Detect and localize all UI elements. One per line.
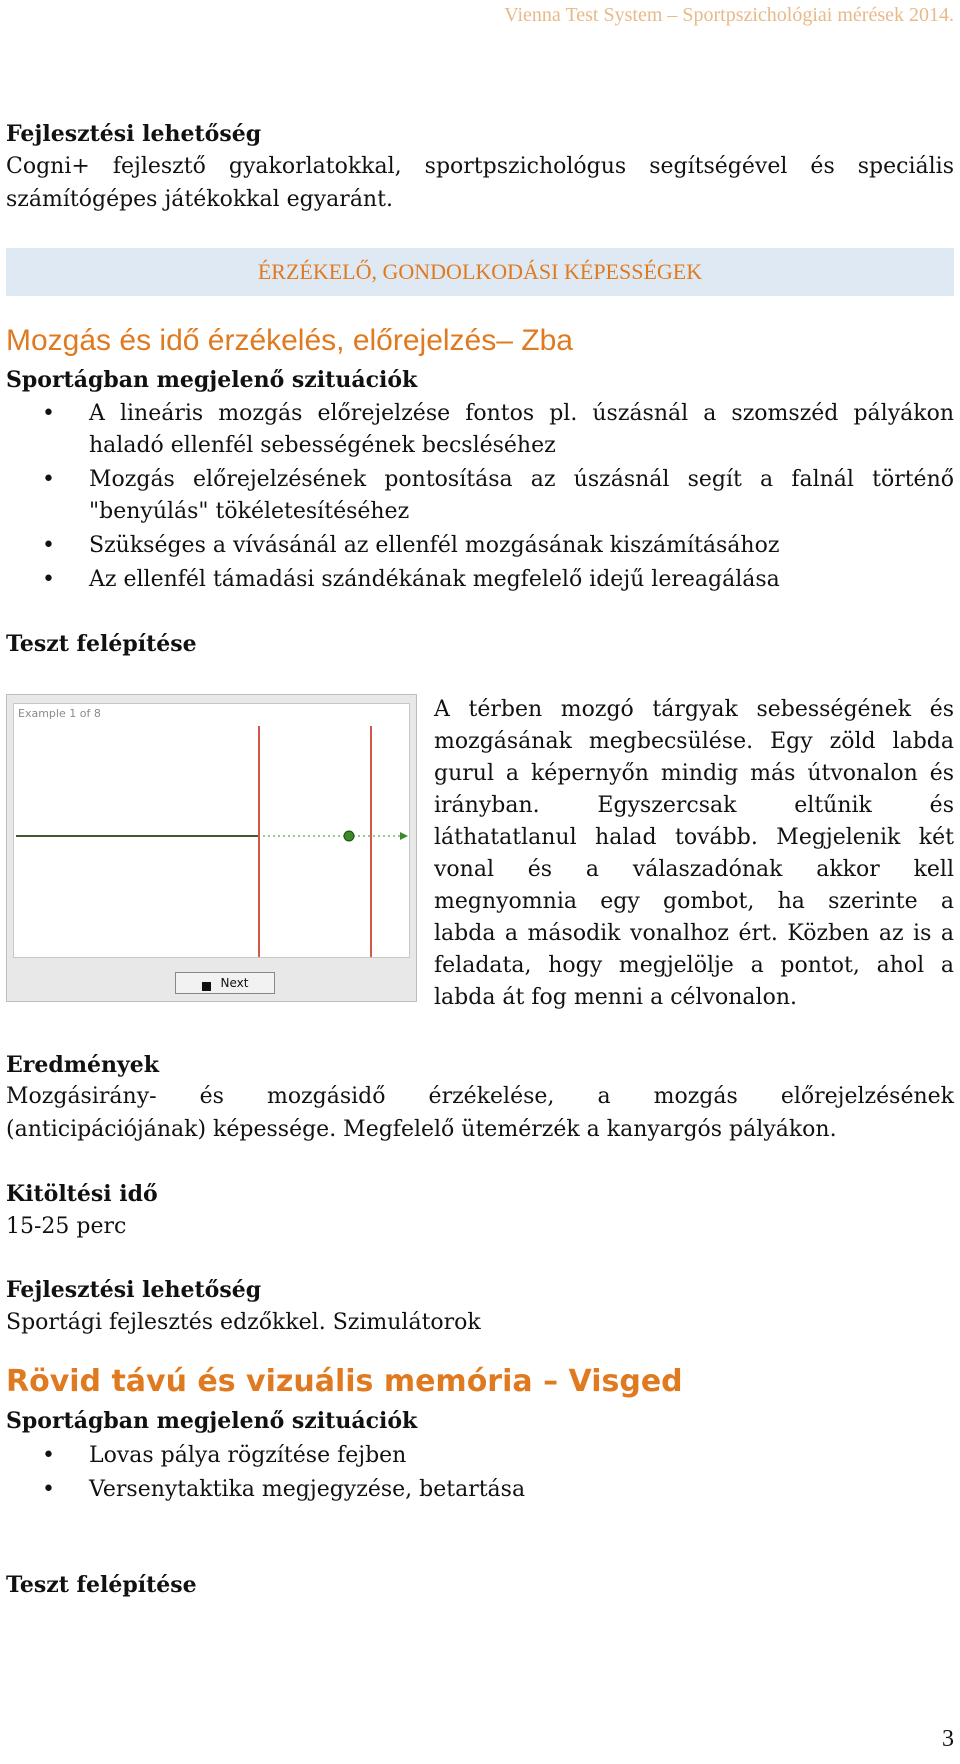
dev-text-line-1: Cogni+ fejlesztő gyakorlatokkal, sportpszichológus segítségével és speciális [6, 154, 954, 179]
motion-diagram [14, 704, 409, 957]
example-counter: Example 1 of 8 [18, 707, 101, 720]
stop-square-icon [202, 982, 211, 991]
bullet-line: Mozgás előrejelzésének pontosítása az úszásnál segít a falnál történő [89, 467, 954, 492]
bullet-dot: • [42, 1443, 55, 1468]
bullet-line: Szükséges a vívásánál az ellenfél mozgásának kiszámításához [89, 533, 780, 558]
next-button[interactable] [175, 972, 275, 994]
bullet-line: Az ellenfél támadási szándékának megfelelő idejű lereagálása [89, 567, 780, 592]
bullet-item [42, 464, 954, 528]
desc-line: megnyomnia egy gombot, ha szerinte a [434, 889, 954, 914]
results-heading: Eredmények [6, 1052, 160, 1078]
page-header: Vienna Test System – Sportpszichológiai mérések 2014. [504, 4, 954, 26]
section-title-visged: Rövid távú és vizuális memória – Visged [6, 1364, 683, 1399]
situations-heading-2: Sportágban megjelenő szituációk [6, 1408, 418, 1434]
bullet-dot: • [42, 567, 55, 592]
desc-line: labda át fog menni a célvonalon. [434, 985, 797, 1010]
bullet-line: haladó ellenfél sebességének becsléséhez [89, 433, 556, 458]
desc-line: láthatatlanul halad tovább. Megjelenik két [434, 825, 954, 850]
desc-line: irányban. Egyszercsak eltűnik és [434, 793, 954, 818]
dev-text: Sportági fejlesztés edzőkkel. Szimulátorok [6, 1310, 481, 1335]
bullet-dot: • [42, 467, 55, 492]
results-line-2: (anticipációjának) képessége. Megfelelő ütemérzék a kanyargós pályákon. [6, 1117, 837, 1142]
bullet-item [42, 1474, 954, 1506]
bullet-line: Lovas pálya rögzítése fejben [89, 1443, 407, 1468]
bullet-item [42, 398, 954, 462]
desc-line: vonal és a válaszadónak akkor kell [434, 857, 954, 882]
desc-line: mozgásának megbecsülése. Egy zöld labda [434, 729, 954, 754]
bullet-line: "benyúlás" tökéletesítéséhez [89, 499, 410, 524]
category-band: ÉRZÉKELŐ, GONDOLKODÁSI KÉPESSÉGEK [6, 248, 954, 296]
next-button-label: Next [220, 976, 249, 990]
desc-line: A térben mozgó tárgyak sebességének és [434, 697, 954, 722]
test-example-figure [6, 694, 417, 1002]
desc-line: gurul a képernyőn mindig más útvonalon és [434, 761, 954, 786]
desc-line: feladata, hogy megjelölje a pontot, ahol a [434, 953, 954, 978]
arrow-head-icon [400, 832, 408, 840]
bullet-dot: • [42, 1477, 55, 1502]
test-canvas [13, 703, 410, 958]
bullet-item [42, 564, 954, 596]
bullet-item [42, 1440, 954, 1472]
desc-line: labda a második vonalhoz ért. Közben az is a [434, 921, 954, 946]
bullet-dot: • [42, 401, 55, 426]
time-heading: Kitöltési idő [6, 1181, 158, 1207]
structure-heading: Teszt felépítése [6, 631, 197, 657]
time-value: 15-25 perc [6, 1214, 127, 1239]
structure-heading-2: Teszt felépítése [6, 1572, 197, 1598]
bullet-dot: • [42, 533, 55, 558]
green-ball-icon [344, 831, 354, 841]
situations-heading: Sportágban megjelenő szituációk [6, 367, 418, 393]
test-description [434, 694, 954, 1014]
dev-heading-top: Fejlesztési lehetőség [6, 121, 262, 147]
bullet-line: Versenytaktika megjegyzése, betartása [89, 1477, 526, 1502]
dev-text-line-2: számítógépes játékokkal egyaránt. [6, 187, 393, 212]
results-line-1: Mozgásirány- és mozgásidő érzékelése, a mozgás előrejelzésének [6, 1084, 954, 1109]
section-title-zba: Mozgás és idő érzékelés, előrejelzés– Zba [6, 324, 573, 357]
bullet-item [42, 530, 954, 562]
dev-heading: Fejlesztési lehetőség [6, 1277, 262, 1303]
bullet-line: A lineáris mozgás előrejelzése fontos pl. úszásnál a szomszéd pályákon [89, 401, 954, 426]
page-number: 3 [942, 1726, 954, 1752]
